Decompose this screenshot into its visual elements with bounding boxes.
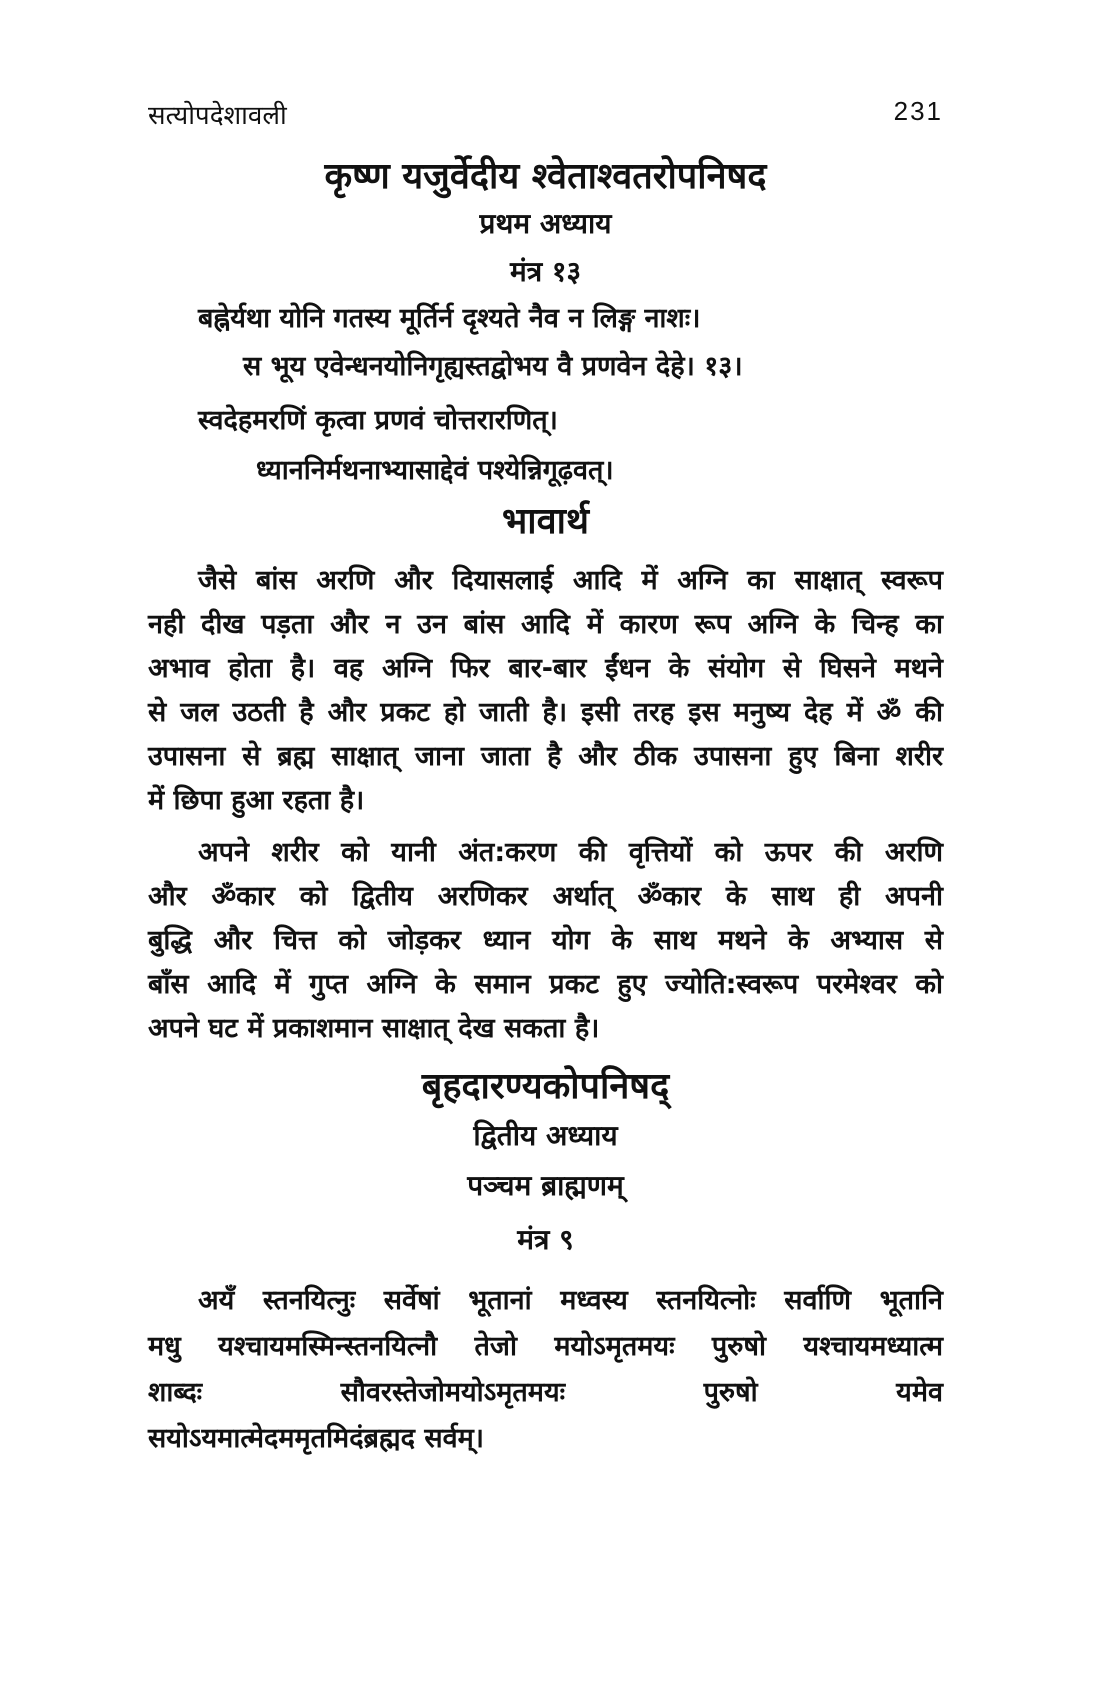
section1-verse-line-1: बह्नेर्यथा योनि गतस्य मूर्तिर्न दृश्यते नैव न लिङ्ग नाशः। <box>198 303 701 334</box>
running-title: सत्योपदेशावली <box>148 101 287 131</box>
paragraph-line: में छिपा हुआ रहता है। <box>148 785 365 816</box>
bhavarth-paragraph-1 <box>148 560 943 820</box>
section1-verse-line-4: ध्याननिर्मथनाभ्यासाद्देवं पश्येन्निगूढ़वत्। <box>256 455 614 486</box>
bhavarth-paragraph-2 <box>148 832 943 1052</box>
verse-line: सयोऽयमात्मेदममृतमिदंब्रह्मद सर्वम्। <box>148 1423 484 1454</box>
paragraph-line: अपने शरीर को यानी अंत:करण की वृत्तियों को ऊपर की अरणि <box>198 837 943 868</box>
paragraph-line: जैसे बांस अरणि और दियासलाई आदि में अग्नि का साक्षात् स्वरूप <box>198 565 943 596</box>
paragraph-line: और ॐकार को द्वितीय अरणिकर अर्थात् ॐकार के साथ ही अपनी <box>148 881 943 912</box>
section2-brahmana: पञ्चम ब्राह्मणम् <box>467 1169 624 1202</box>
section2-verse <box>148 1280 943 1480</box>
paragraph-line: उपासना से ब्रह्म साक्षात् जाना जाता है और ठीक उपासना हुए बिना शरीर <box>148 741 943 772</box>
paragraph-line: अभाव होता है। वह अग्नि फिर बार-बार ईंधन के संयोग से घिसने मथने <box>148 653 943 684</box>
section2-chapter: द्वितीय अध्याय <box>473 1119 618 1152</box>
section1-verse-line-2: स भूय एवेन्धनयोनिगृह्यस्तद्वोभय वै प्रणवेन देहे। १३। <box>243 351 743 382</box>
verse-line: अयँ स्तनयित्नुः सर्वेषां भूतानां मध्वस्य स्तनयित्नोः सर्वाणि भूतानि <box>198 1285 943 1316</box>
section2-title: बृहदारण्यकोपनिषद् <box>421 1066 670 1107</box>
section1-chapter: प्रथम अध्याय <box>479 207 612 240</box>
verse-line: शाब्दः सौवरस्तेजोमयोऽमृतमयः पुरुषो यमेव <box>148 1377 943 1408</box>
page-number: 231 <box>893 96 943 126</box>
section1-mantra-label: मंत्र १३ <box>509 255 582 288</box>
section2-mantra-label: मंत्र ९ <box>517 1223 574 1256</box>
paragraph-line: बुद्धि और चित्त को जोड़कर ध्यान योग के साथ मथने के अभ्यास से <box>148 925 943 956</box>
verse-line: मधु यश्चायमस्मिन्स्तनयित्नौ तेजो मयोऽमृतमयः पुरुषो यश्चायमध्यात्म <box>148 1331 943 1362</box>
paragraph-line: बाँस आदि में गुप्त अग्नि के समान प्रकट हुए ज्योति:स्वरूप परमेश्वर को <box>148 969 943 1000</box>
section1-verse-line-3: स्वदेहमरणिं कृत्वा प्रणवं चोत्तरारणित्। <box>198 405 558 436</box>
paragraph-line: अपने घट में प्रकाशमान साक्षात् देख सकता है। <box>148 1013 600 1044</box>
paragraph-line: नही दीख पड़ता और न उन बांस आदि में कारण रूप अग्नि के चिन्ह का <box>148 609 943 640</box>
paragraph-line: से जल उठती है और प्रकट हो जाती है। इसी तरह इस मनुष्य देह में ॐ की <box>148 697 943 728</box>
running-header <box>148 96 943 136</box>
bhavarth-heading: भावार्थ <box>502 501 589 542</box>
section1-title: कृष्ण यजुर्वेदीय श्वेताश्वतरोपनिषद <box>324 156 767 197</box>
